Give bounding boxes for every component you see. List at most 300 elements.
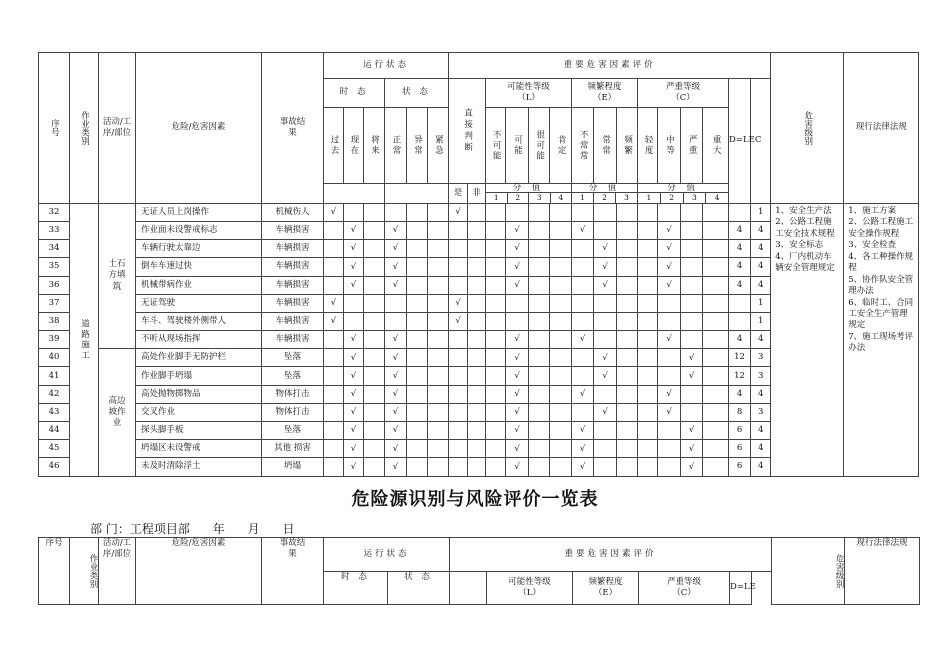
col-activity: 活动/工序/部位: [99, 53, 136, 204]
row-level: 4: [751, 440, 771, 458]
state-1-check: [407, 385, 428, 403]
L-2-check: [529, 403, 550, 421]
C-1-check: [658, 367, 681, 385]
row-seq: 44: [39, 422, 70, 440]
direct-0-check: [449, 331, 468, 349]
L-0-check: [486, 331, 506, 349]
col-L-1: 不可能: [486, 108, 506, 184]
col-tense: 时 态: [324, 79, 385, 108]
row-seq: 46: [39, 458, 70, 476]
row-level: 3: [751, 367, 771, 385]
state-2-check: [428, 276, 449, 294]
direct-1-check: [468, 440, 486, 458]
L-1-check: √: [506, 422, 529, 440]
state-2-check: [428, 458, 449, 476]
L-2-check: [529, 203, 550, 221]
L-score-3: 3: [529, 193, 551, 203]
tense-1-check: √: [344, 331, 364, 349]
row-d-lec: 4: [729, 258, 751, 276]
col-C-1: 轻度: [638, 108, 658, 184]
E-0-check: [572, 203, 594, 221]
row-result: 车辆损害: [262, 331, 324, 349]
tense-0-check: [324, 458, 344, 476]
col-L: 可能性等级 （L）: [486, 79, 572, 108]
row-hazard: 车斗、驾驶楼外侧带人: [136, 312, 262, 330]
direct-0-check: [449, 403, 468, 421]
C-2-check: √: [681, 422, 703, 440]
C-2-check: [681, 294, 703, 312]
direct-1-check: [468, 203, 486, 221]
E-0-check: √: [572, 385, 594, 403]
col-state: 状 态: [385, 79, 449, 108]
L-1-check: [506, 312, 529, 330]
C-0-check: [638, 312, 658, 330]
state-0-check: [385, 203, 407, 221]
row-d-lec: [729, 312, 751, 330]
E-1-check: [594, 385, 617, 403]
row-level: 1: [751, 294, 771, 312]
direct-0-check: √: [449, 312, 468, 330]
tense-2-check: [364, 294, 385, 312]
C-2-check: [681, 312, 703, 330]
E-score-label: 分 值: [588, 183, 621, 193]
row-result: 车辆损害: [262, 294, 324, 312]
state-0-check: [385, 294, 407, 312]
tense-1-check: √: [344, 422, 364, 440]
direct-1-check: [468, 240, 486, 258]
state-1-check: [407, 440, 428, 458]
E-0-check: [572, 403, 594, 421]
state-0-check: √: [385, 458, 407, 476]
tense-1-check: [344, 294, 364, 312]
tense-1-check: √: [344, 349, 364, 367]
tense-1-check: √: [344, 258, 364, 276]
tense-1-check: √: [344, 403, 364, 421]
C-3-check: [703, 240, 729, 258]
row-level: 4: [751, 385, 771, 403]
row-hazard: 无证人员上岗操作: [136, 203, 262, 221]
L-0-check: [486, 440, 506, 458]
row-d-lec: [729, 294, 751, 312]
control-cell: 1、施工方案 2、公路工程施工安全操作规程 3、安全检查 4、各工种操作规程 5、协作队安全管理办法 6、临时工、合同工安全生产管理规定 7、施工现场考评办法: [844, 203, 919, 476]
C-score-3: 3: [684, 193, 707, 203]
row-d-lec: 4: [729, 385, 751, 403]
E-score-2: 2: [594, 193, 616, 203]
state-1-check: [407, 203, 428, 221]
tense-2-check: [364, 276, 385, 294]
row-level: 4: [751, 221, 771, 239]
col-major-evaluation: 重要危害因素评价: [449, 53, 771, 79]
col-C-4: 重大: [703, 108, 729, 184]
E-1-check: √: [594, 276, 617, 294]
C-0-check: [638, 367, 658, 385]
row-seq: 40: [39, 349, 70, 367]
L-score-1: 1: [486, 193, 508, 203]
L-0-check: [486, 367, 506, 385]
direct-0-check: √: [449, 203, 468, 221]
E-1-check: [594, 422, 617, 440]
L-2-check: [529, 440, 550, 458]
C-2-check: √: [681, 349, 703, 367]
L-1-check: √: [506, 440, 529, 458]
C-2-check: √: [681, 440, 703, 458]
tense-1-check: √: [344, 440, 364, 458]
L-3-check: [550, 440, 572, 458]
C-0-check: [638, 276, 658, 294]
row-level: 3: [751, 403, 771, 421]
C-2-check: [681, 258, 703, 276]
L-1-check: √: [506, 276, 529, 294]
L-score-2: 2: [508, 193, 530, 203]
E-1-check: [594, 440, 617, 458]
E-score-1: 1: [572, 193, 594, 203]
tense-1-check: √: [344, 276, 364, 294]
h2-level: 危害级别: [772, 538, 845, 605]
E-0-check: √: [572, 331, 594, 349]
state-0-check: √: [385, 276, 407, 294]
E-1-check: √: [594, 258, 617, 276]
L-0-check: [486, 294, 506, 312]
E-1-check: [594, 331, 617, 349]
tense-0-check: √: [324, 203, 344, 221]
h2-E: 频繁程度 （E）: [573, 571, 639, 605]
activity-group-2: 高边坡作业: [99, 349, 136, 476]
state-1-check: [407, 331, 428, 349]
row-d-lec: 4: [729, 276, 751, 294]
E-2-check: [617, 422, 638, 440]
E-2-check: [617, 458, 638, 476]
row-hazard: 车辆行驶太靠边: [136, 240, 262, 258]
row-hazard: 探头脚手板: [136, 422, 262, 440]
row-result: 坠落: [262, 422, 324, 440]
direct-1-check: [468, 403, 486, 421]
row-result: 其他 损害: [262, 440, 324, 458]
row-level: 4: [751, 331, 771, 349]
row-hazard: 不听从现场指挥: [136, 331, 262, 349]
direct-1-check: [468, 385, 486, 403]
direct-0-check: [449, 258, 468, 276]
E-1-check: [594, 294, 617, 312]
direct-0-check: [449, 440, 468, 458]
C-3-check: [703, 367, 729, 385]
C-0-check: [638, 422, 658, 440]
L-2-check: [529, 367, 550, 385]
row-level: 1: [751, 203, 771, 221]
tense-blank: [324, 184, 385, 204]
state-2-check: [428, 367, 449, 385]
L-3-check: [550, 258, 572, 276]
tense-1-check: [344, 203, 364, 221]
L-2-check: [529, 294, 550, 312]
state-0-check: √: [385, 331, 407, 349]
row-level: 3: [751, 349, 771, 367]
row-hazard: 交叉作业: [136, 403, 262, 421]
tense-0-check: [324, 440, 344, 458]
L-3-check: [550, 221, 572, 239]
direct-1-check: [468, 367, 486, 385]
E-2-check: [617, 440, 638, 458]
department-line: 部 门：工程项目部 年 月 日: [90, 522, 295, 536]
L-2-check: [529, 312, 550, 330]
E-1-check: √: [594, 403, 617, 421]
row-seq: 34: [39, 240, 70, 258]
tense-0-check: [324, 240, 344, 258]
C-2-check: [681, 240, 703, 258]
direct-0-check: [449, 349, 468, 367]
row-result: 物体打击: [262, 403, 324, 421]
h2-hazard: 危险/危害因素: [136, 538, 262, 605]
C-3-check: [703, 349, 729, 367]
state-0-check: √: [385, 258, 407, 276]
tense-0-check: [324, 367, 344, 385]
C-score-cell: [638, 184, 729, 204]
col-level: 危害级别: [771, 53, 844, 204]
C-0-check: [638, 294, 658, 312]
row-d-lec: 8: [729, 403, 751, 421]
E-2-check: [617, 221, 638, 239]
h2-L: 可能性等级 （L）: [487, 571, 573, 605]
tense-2-check: [364, 221, 385, 239]
col-state-emergency: 紧急: [428, 108, 449, 184]
state-1-check: [407, 458, 428, 476]
E-0-check: [572, 367, 594, 385]
E-2-check: [617, 331, 638, 349]
C-1-check: √: [658, 258, 681, 276]
direct-1-check: [468, 349, 486, 367]
row-level: 4: [751, 258, 771, 276]
activity-group-1: 土石方填筑: [99, 203, 136, 349]
L-1-check: √: [506, 240, 529, 258]
L-3-check: [550, 294, 572, 312]
tense-2-check: [364, 367, 385, 385]
direct-0-check: [449, 422, 468, 440]
tense-0-check: √: [324, 294, 344, 312]
h2-d-lec: D=LE: [730, 571, 752, 605]
direct-1-check: [468, 294, 486, 312]
C-1-check: √: [658, 221, 681, 239]
L-2-check: [529, 385, 550, 403]
E-0-check: √: [572, 458, 594, 476]
L-3-check: [550, 203, 572, 221]
L-1-check: √: [506, 367, 529, 385]
E-1-check: [594, 458, 617, 476]
row-seq: 35: [39, 258, 70, 276]
E-1-check: [594, 203, 617, 221]
direct-0-check: [449, 385, 468, 403]
tense-1-check: √: [344, 385, 364, 403]
second-table-header: [38, 537, 920, 605]
h2-run-state: 运行状态: [324, 538, 450, 572]
direct-0-check: √: [449, 294, 468, 312]
state-1-check: [407, 349, 428, 367]
col-L-2: 可能: [506, 108, 529, 184]
page-title: 危险源识别与风险评价一览表: [351, 489, 599, 510]
C-0-check: [638, 331, 658, 349]
L-0-check: [486, 221, 506, 239]
direct-1-check: [468, 276, 486, 294]
row-result: 坠落: [262, 349, 324, 367]
L-3-check: [550, 240, 572, 258]
C-3-check: [703, 331, 729, 349]
C-0-check: [638, 385, 658, 403]
C-1-check: [658, 422, 681, 440]
C-3-check: [703, 221, 729, 239]
L-0-check: [486, 240, 506, 258]
table-row: [39, 203, 919, 221]
col-L-3: 很可能: [529, 108, 550, 184]
E-0-check: √: [572, 221, 594, 239]
C-1-check: [658, 458, 681, 476]
E-0-check: [572, 294, 594, 312]
col-category: 作业类别: [70, 53, 99, 204]
tense-2-check: [364, 403, 385, 421]
h2-seq: 序号: [39, 538, 70, 605]
row-result: 车辆损害: [262, 240, 324, 258]
h2-consequence: 事故结果: [262, 538, 324, 605]
tense-2-check: [364, 385, 385, 403]
E-2-check: [617, 403, 638, 421]
tense-0-check: [324, 403, 344, 421]
row-result: 车辆损害: [262, 221, 324, 239]
col-tense-now: 现在: [344, 108, 364, 184]
C-1-check: √: [658, 385, 681, 403]
E-score-3: 3: [624, 193, 629, 202]
row-result: 机械伤人: [262, 203, 324, 221]
L-2-check: [529, 458, 550, 476]
row-d-lec: 12: [729, 367, 751, 385]
direct-0-check: [449, 367, 468, 385]
C-score-label: 分 值: [667, 183, 699, 193]
state-0-check: √: [385, 349, 407, 367]
row-seq: 37: [39, 294, 70, 312]
col-tense-past: 过去: [324, 108, 344, 184]
L-2-check: [529, 258, 550, 276]
col-seq: 序号: [39, 53, 70, 204]
L-score-4: 4: [558, 193, 564, 202]
E-0-check: [572, 276, 594, 294]
direct-1-check: [468, 422, 486, 440]
row-level: 4: [751, 276, 771, 294]
state-1-check: [407, 312, 428, 330]
L-3-check: [550, 331, 572, 349]
L-3-check: [550, 458, 572, 476]
table-body: [39, 203, 919, 476]
E-0-check: [572, 240, 594, 258]
tense-0-check: [324, 349, 344, 367]
row-hazard: 坍塌区未设警戒: [136, 440, 262, 458]
L-2-check: [529, 240, 550, 258]
state-2-check: [428, 221, 449, 239]
row-hazard: 作业面未设警戒标志: [136, 221, 262, 239]
h2-C: 严重等级 （C）: [639, 571, 730, 605]
E-1-check: [594, 312, 617, 330]
tense-2-check: [364, 422, 385, 440]
C-2-check: [681, 331, 703, 349]
state-0-check: [385, 312, 407, 330]
L-1-check: √: [506, 258, 529, 276]
h2-tense: 时 态: [324, 571, 388, 605]
E-0-check: √: [572, 440, 594, 458]
L-2-check: [529, 422, 550, 440]
row-level: 4: [751, 422, 771, 440]
row-hazard: 未及时清除浮土: [136, 458, 262, 476]
state-2-check: [428, 312, 449, 330]
tense-0-check: √: [324, 312, 344, 330]
row-d-lec: 4: [729, 221, 751, 239]
row-result: 车辆损害: [262, 312, 324, 330]
L-score-cell: [486, 184, 572, 204]
C-1-check: [658, 349, 681, 367]
C-0-check: [638, 258, 658, 276]
table-header: [39, 53, 919, 204]
L-3-check: [550, 403, 572, 421]
state-1-check: [407, 221, 428, 239]
tense-1-check: √: [344, 221, 364, 239]
C-2-check: [681, 221, 703, 239]
direct-0-check: [449, 221, 468, 239]
E-2-check: [617, 294, 638, 312]
h2-blank: [450, 571, 487, 605]
row-d-lec: 4: [729, 331, 751, 349]
L-1-check: √: [506, 403, 529, 421]
L-score-label: 分 值: [512, 183, 545, 193]
L-1-check: [506, 203, 529, 221]
h2-major: 重要危害因素评价: [450, 538, 772, 572]
C-score-1: 1: [638, 193, 661, 203]
row-d-lec: 12: [729, 349, 751, 367]
state-2-check: [428, 349, 449, 367]
col-tense-future: 将来: [364, 108, 385, 184]
L-0-check: [486, 258, 506, 276]
L-1-check: √: [506, 349, 529, 367]
L-2-check: [529, 349, 550, 367]
E-2-check: [617, 349, 638, 367]
row-d-lec: 4: [729, 240, 751, 258]
h2-state: 状 态: [388, 571, 450, 605]
state-1-check: [407, 422, 428, 440]
row-result: 车辆损害: [262, 276, 324, 294]
col-direct: 直接判断: [449, 79, 486, 184]
C-3-check: [703, 258, 729, 276]
col-E: 频繁程度 （E）: [572, 79, 638, 108]
tense-2-check: [364, 440, 385, 458]
L-0-check: [486, 349, 506, 367]
row-d-lec: 6: [729, 458, 751, 476]
col-run-state: 运行状态: [324, 53, 449, 79]
state-2-check: [428, 403, 449, 421]
col-direct-no: 非: [468, 184, 486, 204]
h2-activity: 活动/工序/部位: [99, 538, 136, 605]
L-3-check: [550, 385, 572, 403]
C-1-check: √: [658, 276, 681, 294]
state-1-check: [407, 240, 428, 258]
L-0-check: [486, 203, 506, 221]
C-2-check: [681, 403, 703, 421]
h2-law: 现行法律法规: [845, 538, 920, 605]
col-consequence: 事故结果: [262, 53, 324, 204]
row-seq: 42: [39, 385, 70, 403]
E-2-check: [617, 276, 638, 294]
state-2-check: [428, 294, 449, 312]
direct-1-check: [468, 312, 486, 330]
state-2-check: [428, 240, 449, 258]
C-3-check: [703, 203, 729, 221]
state-2-check: [428, 203, 449, 221]
tense-2-check: [364, 203, 385, 221]
tense-0-check: [324, 276, 344, 294]
C-3-check: [703, 422, 729, 440]
state-0-check: √: [385, 367, 407, 385]
